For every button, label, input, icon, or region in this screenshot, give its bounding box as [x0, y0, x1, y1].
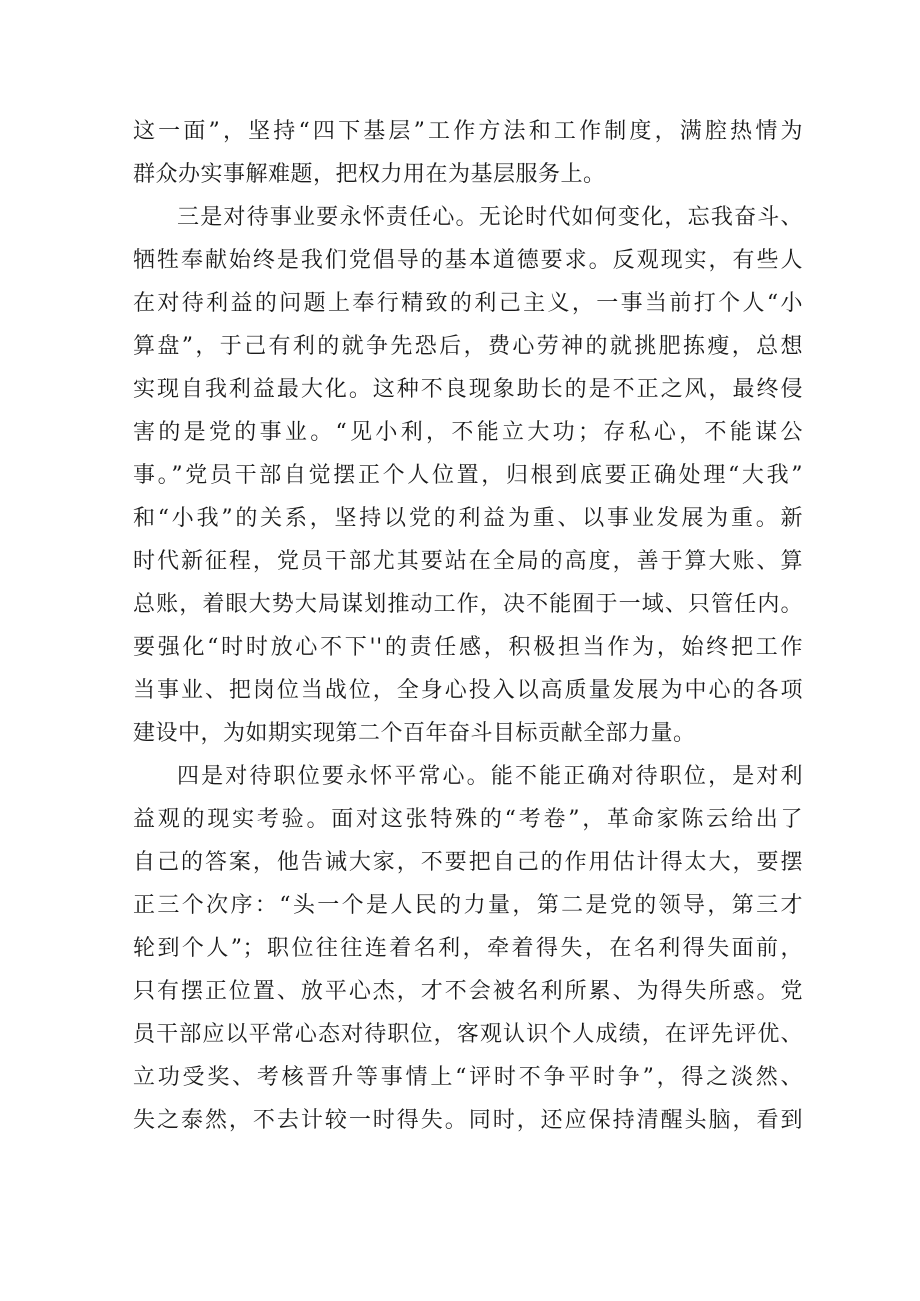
text-line: 只有摆正位置、放平心杰，才不会被名利所累、为得失所惑。党	[133, 979, 803, 1004]
text-line: 实现自我利益最大化。这种不良现象助长的是不正之风，最终侵	[133, 377, 803, 402]
text-line: 事。”党员干部自觉摆正个人位置，归根到底要正确处理“大我”	[133, 463, 803, 488]
text-line: 正三个次序：“头一个是人民的力量，第二是党的领导，第三才	[133, 893, 803, 918]
text-line: 益观的现实考验。面对这张特殊的“考卷”，革命家陈云给出了	[133, 807, 803, 832]
text-line: 当事业、把岗位当战位，全身心投入以高质量发展为中心的各项	[133, 678, 803, 703]
text-line: 三是对待事业要永怀责任心。无论时代如何变化，忘我奋斗、	[177, 205, 803, 230]
text-line: 四是对待职位要永怀平常心。能不能正确对待职位，是对利	[177, 764, 803, 789]
text-line: 轮到个人”；职位往往连着名利，牵着得失，在名利得失面前，	[133, 936, 803, 961]
text-line: 这一面”，坚持“四下基层”工作方法和工作制度，满腔热情为	[133, 119, 803, 144]
text-line: 建设中，为如期实现第二个百年奋斗目标贡献全部力量。	[133, 721, 696, 746]
text-line: 群众办实事解难题，把权力用在为基层服务上。	[133, 162, 606, 187]
text-line: 牺牲奉献始终是我们党倡导的基本道德要求。反观现实，有些人	[133, 248, 803, 273]
text-line: 总账，着眼大势大局谋划推动工作，决不能囿于一域、只管任内。	[133, 592, 803, 617]
body-text	[133, 110, 803, 1142]
text-line: 自己的答案，他告诫大家，不要把自己的作用估计得太大，要摆	[133, 850, 803, 875]
text-line: 在对待利益的问题上奉行精致的利己主义，一事当前打个人“小	[133, 291, 803, 316]
text-line: 员干部应以平常心态对待职位，客观认识个人成绩，在评先评优、	[133, 1022, 803, 1047]
text-line: 立功受奖、考核晋升等事情上“评时不争平时争”，得之淡然、	[133, 1065, 803, 1090]
text-line: 时代新征程，党员干部尤其要站在全局的高度，善于算大账、算	[133, 549, 803, 574]
text-line: 要强化“时时放心不下''的责任感，积极担当作为，始终把工作	[133, 635, 803, 660]
text-line: 失之泰然，不去计较一时得失。同时，还应保持清醒头脑，看到	[133, 1108, 803, 1133]
text-line: 和“小我”的关系，坚持以党的利益为重、以事业发展为重。新	[133, 506, 803, 531]
text-line: 害的是党的事业。“见小利，不能立大功；存私心，不能谋公	[133, 420, 803, 445]
text-line: 算盘”，于己有利的就争先恐后，费心劳神的就挑肥拣瘦，总想	[133, 334, 803, 359]
